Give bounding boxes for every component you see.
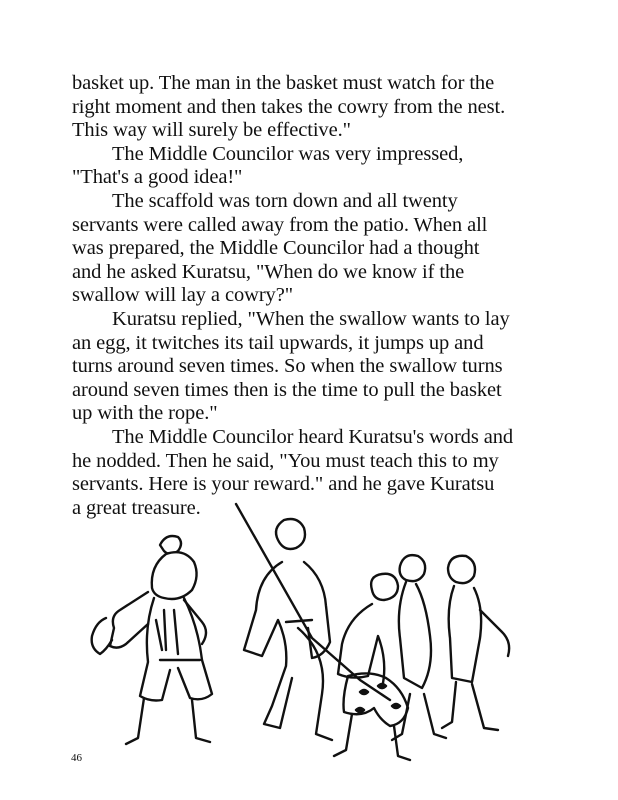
text-line: This way will surely be effective." [72,119,351,142]
illustration [60,470,560,770]
paragraph-start: The scaffold was torn down and all twenty [112,189,458,212]
text-line: servants were called away from the patio. When all [72,213,488,236]
councilor-figure [92,536,212,744]
text-line: an egg, it twitches its tail upwards, it jumps up and [72,331,484,354]
paragraph-start: Kuratsu replied, "When the swallow wants to lay [112,307,510,330]
servant-figure [442,556,509,730]
text-line: turns around seven times. So when the swallow turns [72,355,503,378]
rope-pole [236,504,390,700]
text-line: up with the rope." [72,402,218,425]
servant-figure [244,519,332,740]
text-line: was prepared, the Middle Councilor had a thought [72,237,480,260]
text-line: swallow will lay a cowry?" [72,284,293,307]
text-line: and he asked Kuratsu, "When do we know if the [72,260,465,283]
text-line: servants. Here is your reward." and he gave Kuratsu [72,473,495,496]
paragraph-start: The Middle Councilor was very impressed, [112,142,464,165]
text-line: a great treasure. [72,496,201,519]
text-line: around seven times then is the time to pull the basket [72,378,502,401]
page-number: 46 [71,752,82,764]
servant-figure [392,555,446,740]
text-line: "That's a good idea!" [72,166,243,189]
text-line: right moment and then takes the cowry from the nest. [72,95,506,118]
story-text [72,72,542,520]
paragraph-start: The Middle Councilor heard Kuratsu's words and [112,425,514,448]
text-line: basket up. The man in the basket must watch for the [72,72,495,94]
text-line: he nodded. Then he said, "You must teach this to my [72,449,499,472]
